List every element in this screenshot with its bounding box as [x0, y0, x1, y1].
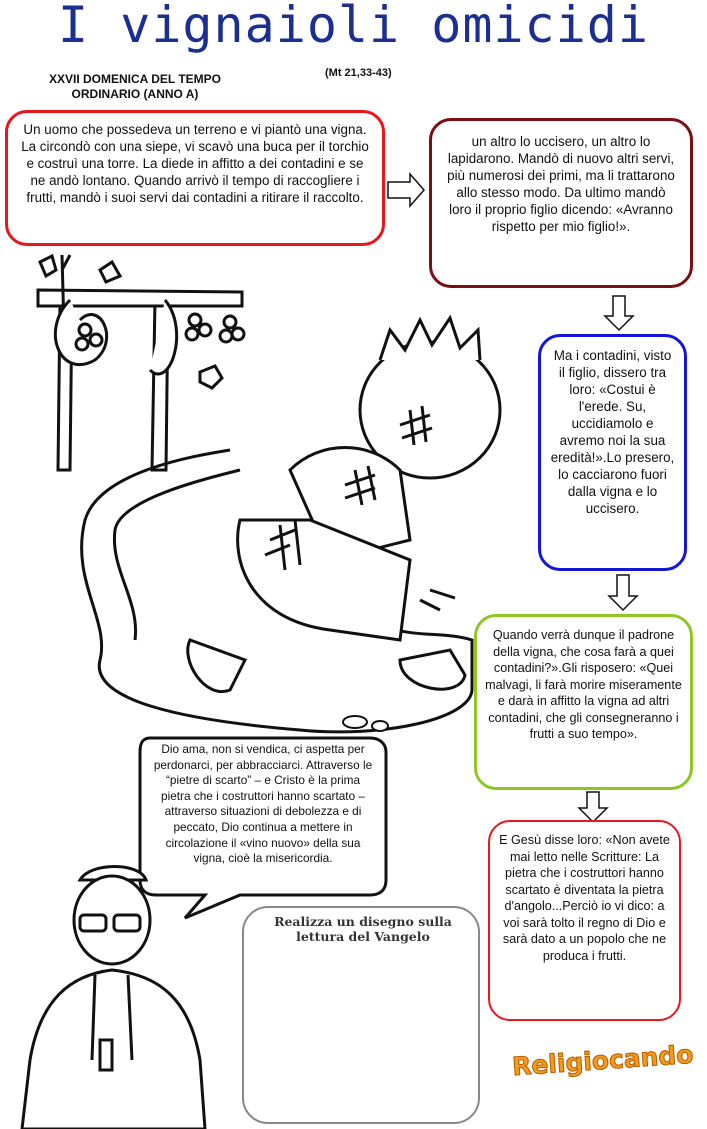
subtitle-line: ORDINARIO (ANNO A): [71, 87, 199, 101]
story-box-5: E Gesù disse loro: «Non avete mai letto nelle Scritture: La pietra che i costruttori hanno scartato è diventata la pietra d'angolo...Perciò io vi dico: a voi sarà tolto il regno di Dio e sarà dato a un popolo che ne produca i frutti.: [488, 820, 681, 1021]
pope-icon: [22, 867, 205, 1129]
arrow-down-icon: [605, 296, 633, 330]
vineyard-icon: [38, 255, 244, 470]
page-title: I vignaioli omicidi: [58, 0, 649, 54]
liturgy-subtitle: [20, 72, 250, 102]
arrow-down-icon: [579, 792, 607, 822]
scripture-reference: (Mt 21,33-43): [325, 67, 392, 79]
drawing-prompt: Realizza un disegno sulla lettura del Vangelo: [274, 914, 452, 944]
commentary-text: Dio ama, non si vendica, ci aspetta per perdonarci, per abbracciarci. Attraverso le “pietre di scarto” – e Cristo è la prima pietra che i costruttori hanno scartato – attraverso situazioni di debolezza e di peccato, Dio continua a mettere in circolazione il «vino nuovo» della sua vigna, cioè la misericordia.: [153, 742, 373, 866]
arrow-right-icon: [388, 174, 424, 206]
brand-logo: Religiocando: [511, 1039, 695, 1082]
arrow-down-icon: [609, 575, 637, 610]
story-box-3: Ma i contadini, visto il figlio, dissero tra loro: «Costui è l'erede. Su, uccidiamolo e avremo noi la sua eredità!».Lo presero, lo cacciarono fuori dalla vigna e lo uccisero.: [538, 334, 687, 571]
story-box-4: Quando verrà dunque il padrone della vigna, che cosa farà a quei contadini?».Gli risposero: «Quei malvagi, li farà morire miseramente e darà in affitto la vigna ad altri contadini, che gli consegneranno i frutti a suo tempo».: [474, 614, 693, 790]
story-box-2: un altro lo uccisero, un altro lo lapidarono. Mandò di nuovo altri servi, più numerosi dei primi, ma li trattarono allo stesso modo. Da ultimo mandò loro il proprio figlio dicendo: «Avranno rispetto per mio figlio!».: [429, 118, 693, 288]
subtitle-line: XXVII DOMENICA DEL TEMPO: [48, 72, 222, 86]
story-box-1: Un uomo che possedeva un terreno e vi piantò una vigna. La circondò con una siepe, vi scavò una buca per il torchio e costruì una torre. La diede in affitto a dei contadini e se ne andò lontano. Quando arrivò il tempo di raccogliere i frutti, mandò i suoi servi dai contadini a ritirare il raccolto.: [5, 110, 385, 246]
